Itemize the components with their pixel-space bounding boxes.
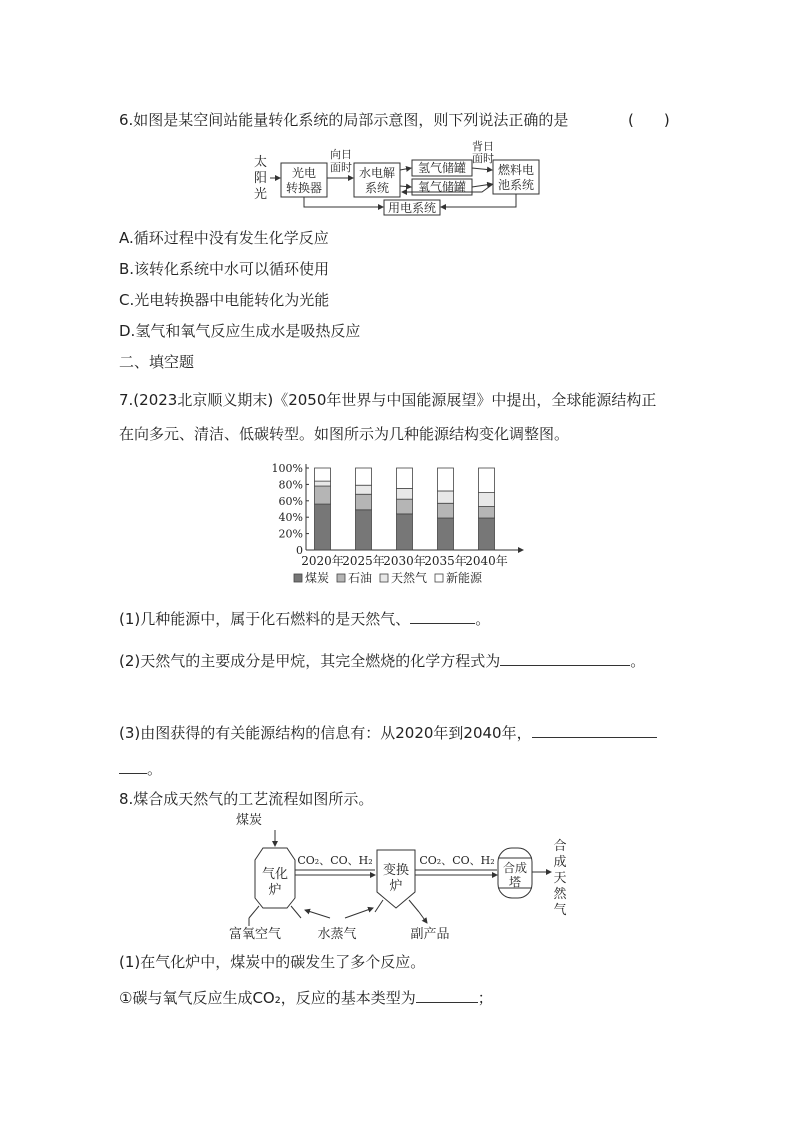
bar-segment: [397, 514, 413, 550]
fuel-cell-label-1: 燃料电: [497, 163, 535, 177]
q6-option-b: B.该转化系统中水可以循环使用: [119, 260, 330, 278]
q8-sub1a: ①碳与氧气反应生成CO₂，反应的基本类型为 ；: [119, 989, 493, 1007]
gas-stream-label-2: CO₂、CO、H₂: [419, 854, 495, 867]
bar-segment: [479, 468, 495, 493]
product-label-3: 天: [553, 871, 567, 886]
gas-stream-label-1: CO₂、CO、H₂: [297, 854, 373, 867]
shadow-face-label-1: 背日: [472, 140, 494, 153]
energy-conversion-diagram: [248, 140, 558, 218]
legend-label: 煤炭: [305, 571, 330, 585]
q6-option-a: A.循环过程中没有发生化学反应: [119, 229, 329, 247]
oxygen-air-label: 富氧空气: [228, 927, 282, 942]
electrolysis-label-2: 系统: [364, 181, 390, 195]
q7-sub3-cont: 。: [119, 759, 162, 779]
bar-segment: [356, 494, 372, 510]
q8-sub1a-blank[interactable]: [416, 988, 478, 1003]
coal-label: 煤炭: [235, 813, 263, 828]
steam-label: 水蒸气: [317, 927, 357, 942]
byproduct-label: 副产品: [410, 927, 450, 942]
electrolysis-label-1: 水电解: [358, 166, 396, 180]
legend-label: 石油: [348, 571, 373, 585]
hydrogen-tank-label: 氢气储罐: [417, 161, 467, 175]
q7-stem-line-1: 7.(2023北京顺义期末)《2050年世界与中国能源展望》中提出，全球能源结构正: [119, 391, 657, 409]
y-tick-label: 100%: [271, 462, 303, 475]
q7-sub1: (1)几种能源中，属于化石燃料的是天然气、 。: [119, 610, 491, 628]
coal-to-gas-flow-diagram: [225, 808, 575, 943]
y-tick-label: 40%: [278, 511, 303, 525]
bar-segment: [438, 468, 454, 491]
product-label-4: 然: [553, 887, 567, 902]
legend-swatch: [435, 574, 443, 582]
x-axis-arrow: [518, 547, 524, 553]
converter-label-2: 炉: [389, 879, 403, 894]
q7-sub2: (2)天然气的主要成分是甲烷，其完全燃烧的化学方程式为 。: [119, 652, 646, 670]
converter-label-2: 转换器: [285, 181, 323, 195]
q8-stem: 8.煤合成天然气的工艺流程如图所示。: [119, 790, 374, 808]
y-tick-label: 20%: [278, 527, 303, 541]
legend-swatch: [337, 574, 345, 582]
q6-option-d: D.氢气和氧气反应生成水是吸热反应: [119, 322, 361, 340]
bar-segment: [438, 491, 454, 503]
sun-label-1: 太: [254, 155, 268, 170]
gasifier-label-2: 炉: [268, 883, 282, 898]
legend-label: 新能源: [446, 571, 483, 585]
bar-segment: [438, 503, 454, 518]
legend-swatch: [380, 574, 388, 582]
synthesis-label-2: 塔: [508, 875, 522, 889]
x-tick-label: 2025年: [342, 554, 385, 568]
sunny-face-label-1: 向日: [330, 148, 352, 161]
bar-segment: [479, 493, 495, 507]
y-tick-label: 80%: [278, 478, 303, 492]
q7-sub3: (3)由图获得的有关能源结构的信息有：从2020年到2040年，: [119, 723, 657, 743]
q8-sub1: (1)在气化炉中，煤炭中的碳发生了多个反应。: [119, 953, 426, 971]
x-tick-label: 2040年: [465, 554, 508, 568]
energy-structure-chart: [260, 458, 530, 596]
q6-option-c: C.光电转换器中电能转化为光能: [119, 291, 330, 309]
x-tick-label: 2035年: [424, 554, 467, 568]
synthesis-label-1: 合成: [502, 861, 528, 875]
bar-segment: [397, 489, 413, 500]
bar-segment: [397, 468, 413, 489]
x-tick-label: 2020年: [301, 554, 344, 568]
converter-label-1: 光电: [291, 166, 317, 180]
sunny-face-label-2: 面时: [330, 161, 352, 174]
power-consumer-label: 用电系统: [387, 201, 437, 215]
bar-segment: [315, 481, 331, 486]
oxygen-tank-label: 氧气储罐: [417, 180, 467, 194]
bar-segment: [315, 486, 331, 504]
fuel-cell-label-2: 池系统: [497, 178, 535, 192]
bar-segment: [356, 510, 372, 550]
q7-sub1-blank[interactable]: [410, 609, 475, 624]
q7-sub3-blank[interactable]: [532, 723, 657, 738]
y-tick-label: 0: [296, 544, 303, 557]
q7-sub2-blank[interactable]: [500, 651, 630, 666]
bar-segment: [479, 518, 495, 550]
bar-segment: [438, 518, 454, 550]
bar-segment: [315, 468, 331, 481]
bar-segment: [315, 504, 331, 550]
q6-answer-paren: ( ): [628, 111, 670, 129]
converter-label-1: 变换: [382, 863, 410, 878]
x-tick-label: 2030年: [383, 554, 426, 568]
q7-stem-line-2: 在向多元、清洁、低碳转型。如图所示为几种能源结构变化调整图。: [119, 425, 570, 443]
product-label-2: 成: [553, 855, 567, 870]
sun-label-2: 阳: [254, 171, 268, 186]
legend-label: 天然气: [391, 571, 428, 585]
bar-segment: [397, 499, 413, 514]
bar-segment: [479, 507, 495, 518]
sun-label-3: 光: [254, 187, 268, 202]
product-label-5: 气: [553, 903, 567, 918]
section-heading: 二、填空题: [119, 353, 195, 371]
q6-stem: 6.如图是某空间站能量转化系统的局部示意图，则下列说法正确的是: [119, 111, 569, 129]
shadow-face-label-2: 面时: [472, 152, 494, 165]
legend-swatch: [294, 574, 302, 582]
bar-segment: [356, 485, 372, 494]
q7-sub3-blank-cont[interactable]: [119, 759, 147, 774]
bar-segment: [356, 468, 372, 485]
product-label-1: 合: [553, 839, 567, 854]
gasifier-label-1: 气化: [261, 867, 289, 882]
y-tick-label: 60%: [278, 494, 303, 508]
